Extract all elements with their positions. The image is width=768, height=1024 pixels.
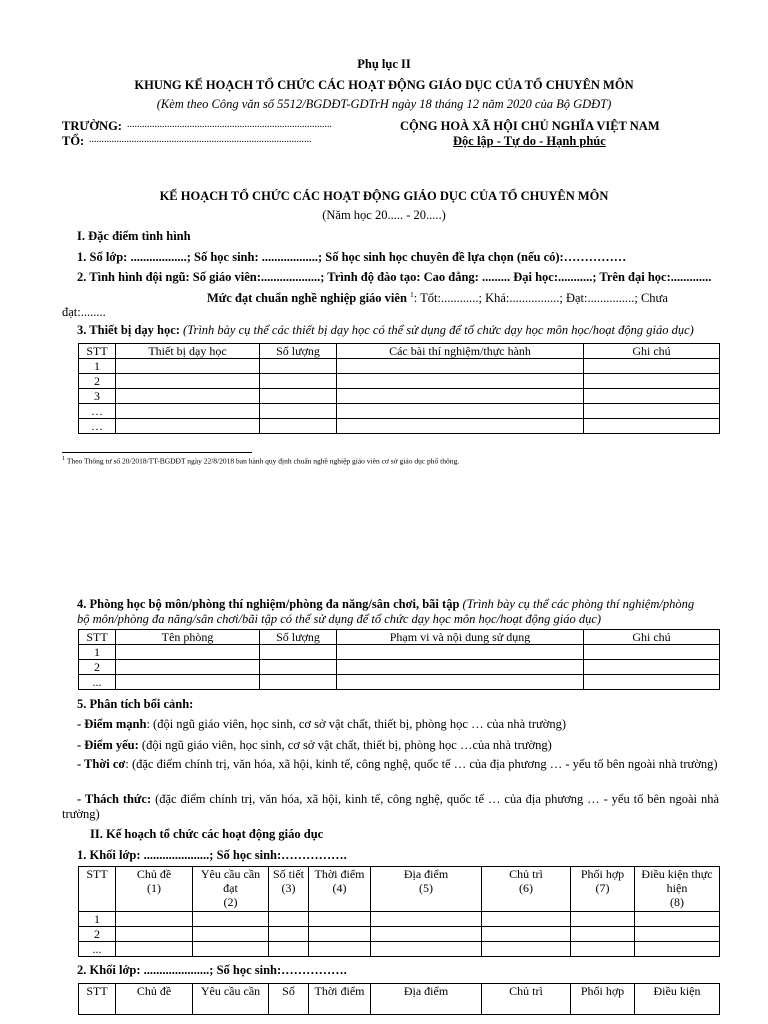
class-count-line: 1. Số lớp: ..................; Số học sinh: ..................; Số học sinh học chuyên đề lựa chọn (nếu có):…………… bbox=[77, 250, 627, 264]
table-row bbox=[79, 660, 720, 675]
column-header bbox=[371, 867, 482, 912]
column-header bbox=[269, 867, 309, 912]
column-header: STT bbox=[79, 344, 116, 359]
context-heading: 5. Phân tích bối cảnh: bbox=[77, 697, 194, 711]
column-header: Ghi chú bbox=[584, 630, 720, 645]
column-header: Thời điểm bbox=[309, 984, 371, 1015]
header-index: (6) bbox=[519, 881, 533, 895]
column-header: Ghi chú bbox=[584, 344, 720, 359]
column-header: Tên phòng bbox=[116, 630, 260, 645]
national-motto: Độc lập - Tự do - Hạnh phúc bbox=[453, 134, 606, 148]
column-header bbox=[309, 867, 371, 912]
weaknesses-label: - Điểm yếu: bbox=[77, 738, 139, 752]
row-number: 2 bbox=[79, 374, 116, 389]
school-year: (Năm học 20..... - 20.....) bbox=[322, 208, 446, 222]
staff-line: 2. Tình hình đội ngũ: Số giáo viên:...................; Trình độ đào tạo: Cao đẳng: ......... Đại học:...........; Trên đại học:............. bbox=[77, 270, 712, 284]
activities-table-2 bbox=[78, 983, 720, 1015]
staff-standard-line bbox=[207, 290, 668, 306]
header-index: (1) bbox=[147, 881, 161, 895]
rooms-label: 4. Phòng học bộ môn/phòng thí nghiệm/phòng đa năng/sân chơi, bãi tập bbox=[77, 597, 460, 611]
header-index: (8) bbox=[670, 895, 684, 909]
rooms-heading bbox=[77, 597, 694, 612]
strengths-line bbox=[77, 717, 566, 732]
row-number: … bbox=[79, 419, 116, 434]
table-header-row bbox=[79, 867, 720, 912]
row-number: 1 bbox=[79, 645, 116, 660]
column-header bbox=[635, 867, 720, 912]
appendix-label: Phụ lục II bbox=[357, 57, 411, 71]
standard-unmet: đạt:........ bbox=[62, 305, 106, 319]
table-header-row bbox=[79, 984, 720, 1015]
table-header-row bbox=[79, 344, 720, 359]
footnote-divider bbox=[62, 452, 252, 453]
table-row bbox=[79, 374, 720, 389]
school-label: TRƯỜNG: bbox=[62, 119, 122, 133]
threats-label: - Thách thức: bbox=[77, 792, 152, 806]
column-header bbox=[116, 867, 193, 912]
header-text: Điều kiện thực hiện bbox=[641, 867, 713, 895]
equipment-label: 3. Thiết bị dạy học: bbox=[77, 323, 180, 337]
column-header: Điều kiện bbox=[635, 984, 720, 1015]
school-field: .................................................................................. bbox=[127, 119, 332, 130]
row-number: … bbox=[79, 404, 116, 419]
document-subtitle: (Kèm theo Công văn số 5512/BGDĐT-GDTrH ngày 18 tháng 12 năm 2020 của Bộ GDĐT) bbox=[156, 97, 612, 111]
row-number: 3 bbox=[79, 389, 116, 404]
header-text: Yêu cầu cần đạt bbox=[200, 867, 261, 895]
plan-title: KẾ HOẠCH TỔ CHỨC CÁC HOẠT ĐỘNG GIÁO DỤC CỦA TỔ CHUYÊN MÔN bbox=[159, 189, 609, 203]
footnote-ref: 1 bbox=[410, 290, 414, 299]
table-row bbox=[79, 912, 720, 927]
header-text: Chủ đề bbox=[136, 867, 172, 881]
column-header: Số lượng bbox=[260, 344, 337, 359]
column-header: Phối hợp bbox=[571, 984, 635, 1015]
group-field: ......................................................................................... bbox=[89, 134, 312, 145]
table-row bbox=[79, 645, 720, 660]
header-index: (3) bbox=[281, 881, 296, 895]
table-header-row bbox=[79, 630, 720, 645]
opportunities-text: : (đặc điểm chính trị, văn hóa, xã hội, kinh tế, công nghệ, quốc tế … của địa phương … - yếu tố bên ngoài nhà trường) bbox=[125, 757, 718, 771]
column-header bbox=[193, 867, 269, 912]
weaknesses-line bbox=[77, 738, 552, 753]
column-header: Chủ đề bbox=[116, 984, 193, 1015]
header-text: STT bbox=[86, 867, 108, 881]
table-row bbox=[79, 927, 720, 942]
standard-label: Mức đạt chuẩn nghề nghiệp giáo viên bbox=[207, 291, 407, 306]
section-2-heading: II. Kế hoạch tổ chức các hoạt động giáo dục bbox=[90, 827, 324, 841]
column-header: Các bài thí nghiệm/thực hành bbox=[337, 344, 584, 359]
row-number: ... bbox=[79, 675, 116, 690]
column-header: Số lượng bbox=[260, 630, 337, 645]
weaknesses-text: (đội ngũ giáo viên, học sinh, cơ sở vật chất, thiết bị, phòng học …của nhà trường) bbox=[138, 738, 552, 752]
table-row bbox=[79, 359, 720, 374]
strengths-text: : (đội ngũ giáo viên, học sinh, cơ sở vật chất, thiết bị, phòng học … của nhà trường) bbox=[146, 717, 567, 731]
row-number: 2 bbox=[79, 927, 116, 942]
header-index: (4) bbox=[332, 881, 347, 895]
activities-table-1 bbox=[78, 866, 720, 957]
header-index: (7) bbox=[595, 881, 610, 895]
grade-1-line: 1. Khối lớp: .....................; Số học sinh:……………. bbox=[77, 848, 347, 862]
row-number: ... bbox=[79, 942, 116, 957]
national-name: CỘNG HOÀ XÃ HỘI CHỦ NGHĨA VIỆT NAM bbox=[400, 119, 660, 133]
column-header: Phạm vi và nội dung sử dụng bbox=[337, 630, 584, 645]
rooms-note-a: (Trình bày cụ thể các phòng thí nghiệm/phòng bbox=[462, 597, 695, 611]
row-number: 1 bbox=[79, 912, 116, 927]
standard-ratings: : Tốt:............; Khá:................; Đạt:...............; Chưa bbox=[413, 291, 668, 306]
threats-text: (đặc điểm chính trị, văn hóa, xã hội, kinh tế, công nghệ, quốc tế … của địa phương … - yếu tố bên ngoài nhà trường) bbox=[62, 792, 719, 821]
rooms-note-b: bộ môn/phòng đa năng/sân chơi/bãi tập có thể sử dụng để tổ chức dạy học môn học/hoạt động giáo dục) bbox=[77, 612, 602, 626]
table-row bbox=[79, 404, 720, 419]
equipment-table bbox=[78, 343, 720, 434]
header-index: (5) bbox=[419, 881, 433, 895]
footnote-text: Theo Thông tư số 20/2018/TT-BGDĐT ngày 22/8/2018 ban hành quy định chuẩn nghề nghiệp giáo viên cơ sở giáo dục phổ thông. bbox=[66, 456, 460, 466]
table-row bbox=[79, 675, 720, 690]
column-header bbox=[79, 867, 116, 912]
equipment-note: (Trình bày cụ thể các thiết bị dạy học có thể sử dụng để tổ chức dạy học môn học/hoạt động giáo dục) bbox=[183, 323, 694, 337]
header-text: Chủ trì bbox=[509, 867, 543, 881]
column-header: STT bbox=[79, 630, 116, 645]
row-number: 1 bbox=[79, 359, 116, 374]
table-row bbox=[79, 942, 720, 957]
group-label: TỔ: bbox=[62, 134, 85, 148]
header-text: Phối hợp bbox=[580, 867, 625, 881]
table-row bbox=[79, 389, 720, 404]
row-number: 2 bbox=[79, 660, 116, 675]
header-text: Thời điểm bbox=[314, 867, 365, 881]
opportunities-label: - Thời cơ bbox=[77, 757, 126, 771]
table-row bbox=[79, 419, 720, 434]
rooms-table bbox=[78, 629, 720, 690]
opportunities-line bbox=[62, 757, 719, 772]
column-header: Số bbox=[269, 984, 309, 1015]
grade-2-line: 2. Khối lớp: .....................; Số học sinh:……………. bbox=[77, 963, 347, 977]
header-index: (2) bbox=[223, 895, 238, 909]
document-title: KHUNG KẾ HOẠCH TỔ CHỨC CÁC HOẠT ĐỘNG GIÁO DỤC CỦA TỔ CHUYÊN MÔN bbox=[134, 78, 634, 92]
column-header: Địa điểm bbox=[371, 984, 482, 1015]
column-header bbox=[482, 867, 571, 912]
column-header: Thiết bị dạy học bbox=[116, 344, 260, 359]
column-header: Yêu cầu cần bbox=[193, 984, 269, 1015]
strengths-label: - Điểm mạnh bbox=[77, 717, 147, 731]
section-1-heading: I. Đặc điểm tình hình bbox=[77, 229, 191, 243]
column-header: STT bbox=[79, 984, 116, 1015]
column-header: Chủ trì bbox=[482, 984, 571, 1015]
header-text: Địa điểm bbox=[403, 867, 449, 881]
equipment-heading bbox=[77, 323, 694, 338]
column-header bbox=[571, 867, 635, 912]
footnote-mark: 1 bbox=[62, 455, 66, 462]
threats-line bbox=[62, 792, 719, 822]
header-text: Số tiết bbox=[272, 867, 304, 881]
footnote bbox=[62, 455, 459, 466]
